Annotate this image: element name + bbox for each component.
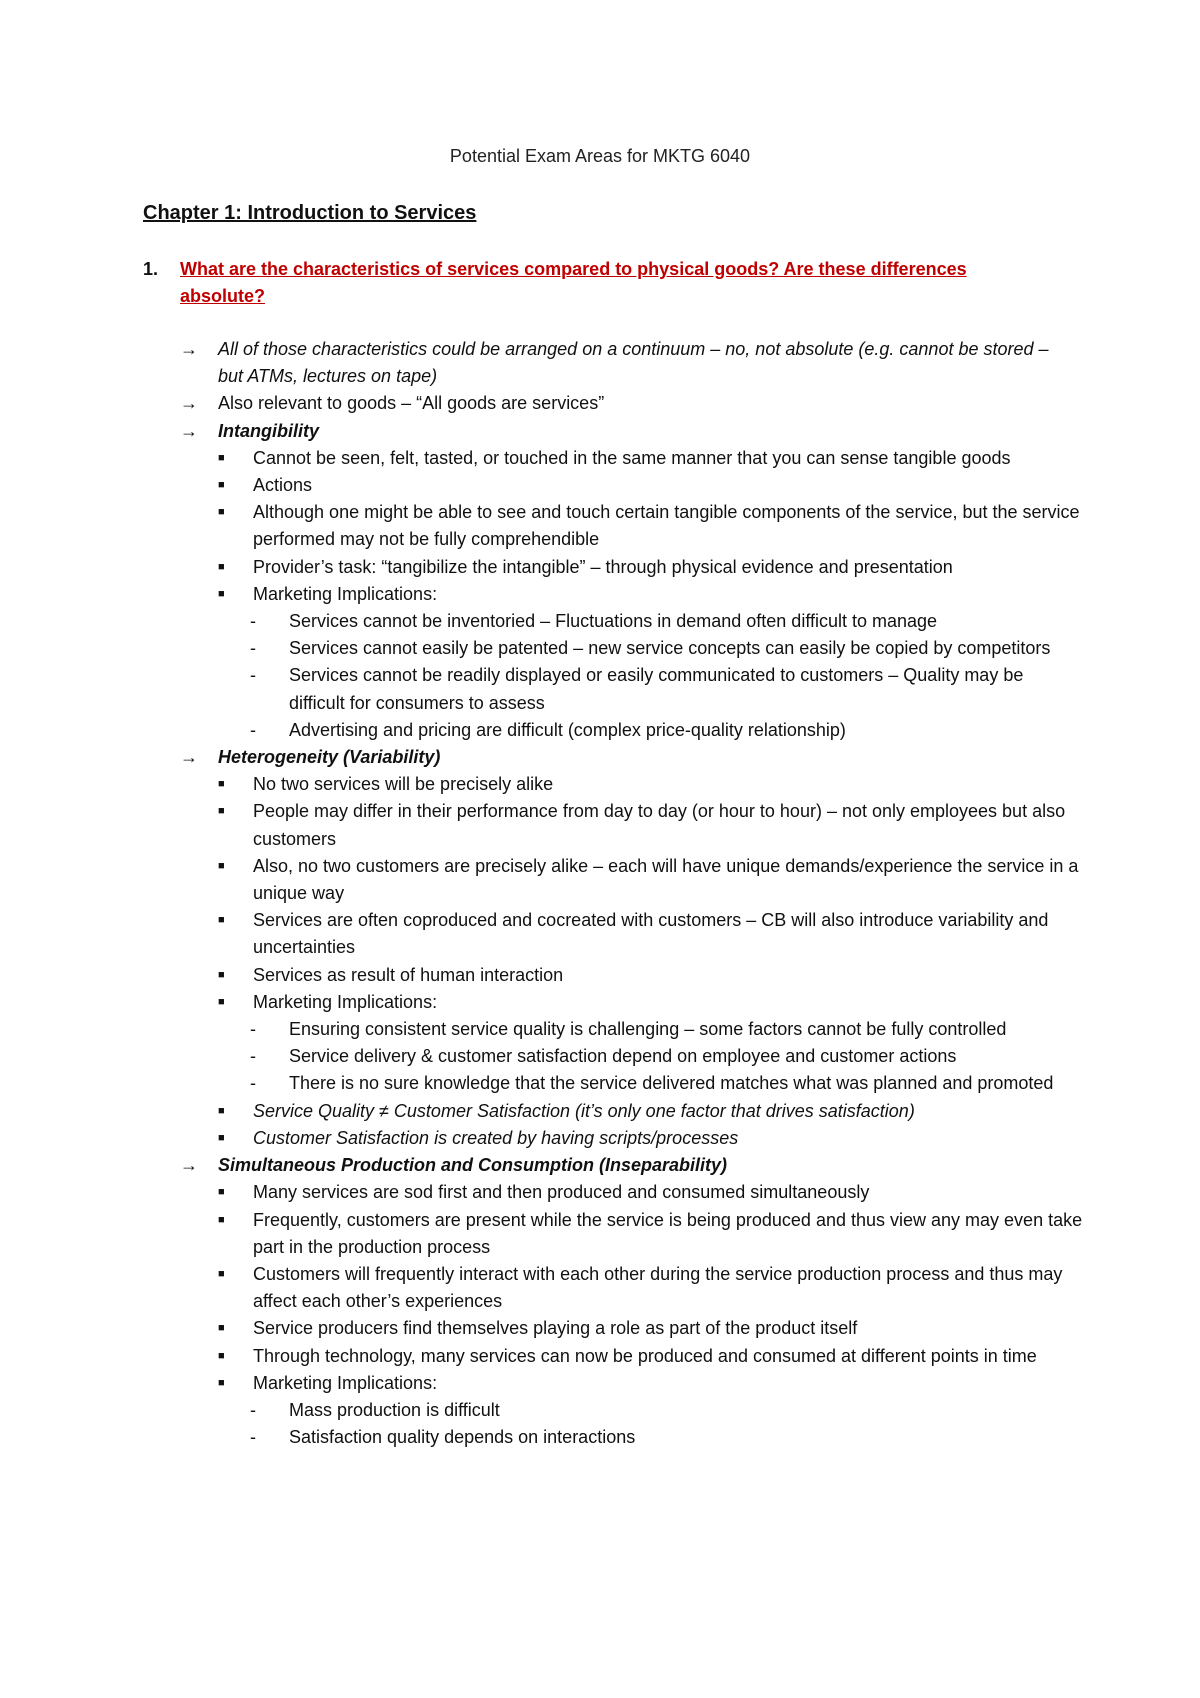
bullet-text: Marketing Implications:	[253, 583, 438, 604]
square-bullet-icon: ■	[218, 1131, 225, 1144]
square-bullet-icon: ■	[218, 968, 225, 981]
arrow-icon: →	[180, 393, 198, 414]
implication-text: Mass production is difficult	[289, 1399, 500, 1420]
implication-item	[0, 635, 1200, 662]
bullet-item	[0, 581, 1200, 608]
square-bullet-icon: ■	[218, 1349, 225, 1362]
arrow-icon: →	[180, 1155, 198, 1176]
bullet-item	[0, 499, 1200, 553]
implication-item	[0, 608, 1200, 635]
section-heading: Simultaneous Production and Consumption (Inseparability)	[218, 1155, 728, 1176]
implication-item	[0, 1397, 1200, 1424]
bullet-item	[0, 907, 1200, 961]
section-heading: Heterogeneity (Variability)	[218, 747, 441, 768]
implication-text: Services cannot be inventoried – Fluctuations in demand often difficult to manage	[289, 611, 938, 632]
question-1	[143, 256, 1043, 310]
note-item	[0, 1125, 1200, 1152]
bullet-item	[0, 1261, 1200, 1315]
dash-bullet-icon: -	[250, 1019, 256, 1040]
question-text: What are the characteristics of services compared to physical goods? Are these differences absolute?	[180, 259, 967, 306]
implication-text: Services cannot easily be patented – new service concepts can easily be copied by competitors	[289, 638, 1051, 659]
bullet-item	[0, 1179, 1200, 1206]
bullet-item	[0, 1315, 1200, 1342]
section-inseparability	[0, 1152, 1200, 1179]
section-heading: Intangibility	[218, 420, 319, 441]
bullet-text: People may differ in their performance from day to day (or hour to hour) – not only employees but also customers	[253, 801, 1066, 849]
square-bullet-icon: ■	[218, 560, 225, 573]
dash-bullet-icon: -	[250, 611, 256, 632]
section-intangibility	[0, 418, 1200, 445]
bullet-text: Customers will frequently interact with each other during the service production process and thus may affect each other’s experiences	[253, 1263, 1063, 1312]
bullet-text: Although one might be able to see and touch certain tangible components of the service, but the service performed may not be fully comprehendible	[253, 502, 1080, 550]
dash-bullet-icon: -	[250, 1399, 256, 1420]
square-bullet-icon: ■	[218, 506, 225, 519]
bullet-text: Marketing Implications:	[253, 1372, 438, 1393]
square-bullet-icon: ■	[218, 1322, 225, 1335]
dash-bullet-icon: -	[250, 665, 256, 686]
bullet-item	[0, 798, 1200, 852]
bullet-text: Marketing Implications:	[253, 991, 438, 1012]
bullet-text: No two services will be precisely alike	[253, 774, 554, 795]
implication-item	[0, 1070, 1200, 1097]
bullet-text: Frequently, customers are present while the service is being produced and thus view any may even take part in the production process	[253, 1209, 1083, 1257]
square-bullet-icon: ■	[218, 805, 225, 818]
implication-text: Ensuring consistent service quality is challenging – some factors cannot be fully controlled	[289, 1019, 1007, 1040]
implication-text: There is no sure knowledge that the service delivered matches what was planned and promoted	[289, 1073, 1054, 1094]
square-bullet-icon: ■	[218, 914, 225, 927]
bullet-item	[0, 472, 1200, 499]
arrow-icon: →	[180, 339, 198, 359]
arrow-icon: →	[180, 420, 198, 441]
arrow-item	[0, 336, 1200, 390]
bullet-text: Many services are sod first and then produced and consumed simultaneously	[253, 1182, 870, 1203]
section-heterogeneity	[0, 744, 1200, 771]
bullet-item	[0, 1207, 1200, 1261]
implication-item	[0, 1016, 1200, 1043]
implication-text: Advertising and pricing are difficult (complex price-quality relationship)	[289, 719, 846, 740]
bullet-text: Service producers find themselves playing a role as part of the product itself	[253, 1318, 858, 1339]
implication-text: Satisfaction quality depends on interactions	[289, 1427, 636, 1448]
implication-item	[0, 662, 1200, 716]
square-bullet-icon: ■	[218, 1186, 225, 1199]
square-bullet-icon: ■	[218, 1267, 225, 1280]
goods-note: Also relevant to goods – “All goods are services”	[218, 393, 605, 414]
square-bullet-icon: ■	[218, 479, 225, 492]
implication-item	[0, 1424, 1200, 1451]
answer-content	[0, 336, 1200, 1451]
bullet-text: Services as result of human interaction	[253, 964, 564, 985]
dash-bullet-icon: -	[250, 719, 256, 740]
chapter-heading: Chapter 1: Introduction to Services	[143, 202, 477, 224]
note-text: Service Quality ≠ Customer Satisfaction (it’s only one factor that drives satisfaction)	[253, 1100, 915, 1121]
note-item	[0, 1098, 1200, 1125]
dash-bullet-icon: -	[250, 1073, 256, 1094]
implication-item	[0, 717, 1200, 744]
implication-item	[0, 1043, 1200, 1070]
bullet-text: Also, no two customers are precisely alike – each will have unique demands/experience the service in a unique way	[253, 855, 1079, 904]
arrow-icon: →	[180, 747, 198, 768]
square-bullet-icon: ■	[218, 587, 225, 600]
bullet-text: Services are often coproduced and cocreated with customers – CB will also introduce variability and uncertainties	[253, 910, 1049, 958]
bullet-item	[0, 962, 1200, 989]
square-bullet-icon: ■	[218, 995, 225, 1008]
bullet-item	[0, 771, 1200, 798]
bullet-text: Actions	[253, 475, 313, 496]
implication-text: Services cannot be readily displayed or easily communicated to customers – Quality may be difficult for consumers to assess	[289, 665, 1024, 713]
dash-bullet-icon: -	[250, 1046, 256, 1067]
arrow-item	[0, 390, 1200, 417]
square-bullet-icon: ■	[218, 778, 225, 791]
note-text: Customer Satisfaction is created by having scripts/processes	[253, 1127, 739, 1148]
dash-bullet-icon: -	[250, 1427, 256, 1448]
bullet-item	[0, 445, 1200, 472]
bullet-text: Through technology, many services can now be produced and consumed at different points in time	[253, 1345, 1037, 1366]
implication-text: Service delivery & customer satisfaction depend on employee and customer actions	[289, 1046, 957, 1067]
dash-bullet-icon: -	[250, 638, 256, 659]
bullet-text: Cannot be seen, felt, tasted, or touched in the same manner that you can sense tangible goods	[253, 447, 1011, 468]
square-bullet-icon: ■	[218, 1376, 225, 1389]
bullet-item	[0, 989, 1200, 1016]
square-bullet-icon: ■	[218, 1104, 225, 1117]
bullet-item	[0, 853, 1200, 907]
square-bullet-icon: ■	[218, 1213, 225, 1226]
square-bullet-icon: ■	[218, 451, 225, 464]
bullet-item	[0, 554, 1200, 581]
square-bullet-icon: ■	[218, 859, 225, 872]
continuum-note: All of those characteristics could be arranged on a continuum – no, not absolute (e.g. cannot be stored – but ATMs, lectures on tape)	[218, 339, 1049, 387]
question-number: 1.	[143, 259, 159, 279]
bullet-item	[0, 1370, 1200, 1397]
document-title: Potential Exam Areas for MKTG 6040	[449, 146, 751, 166]
bullet-item	[0, 1343, 1200, 1370]
bullet-text: Provider’s task: “tangibilize the intangible” – through physical evidence and presentation	[253, 556, 953, 577]
